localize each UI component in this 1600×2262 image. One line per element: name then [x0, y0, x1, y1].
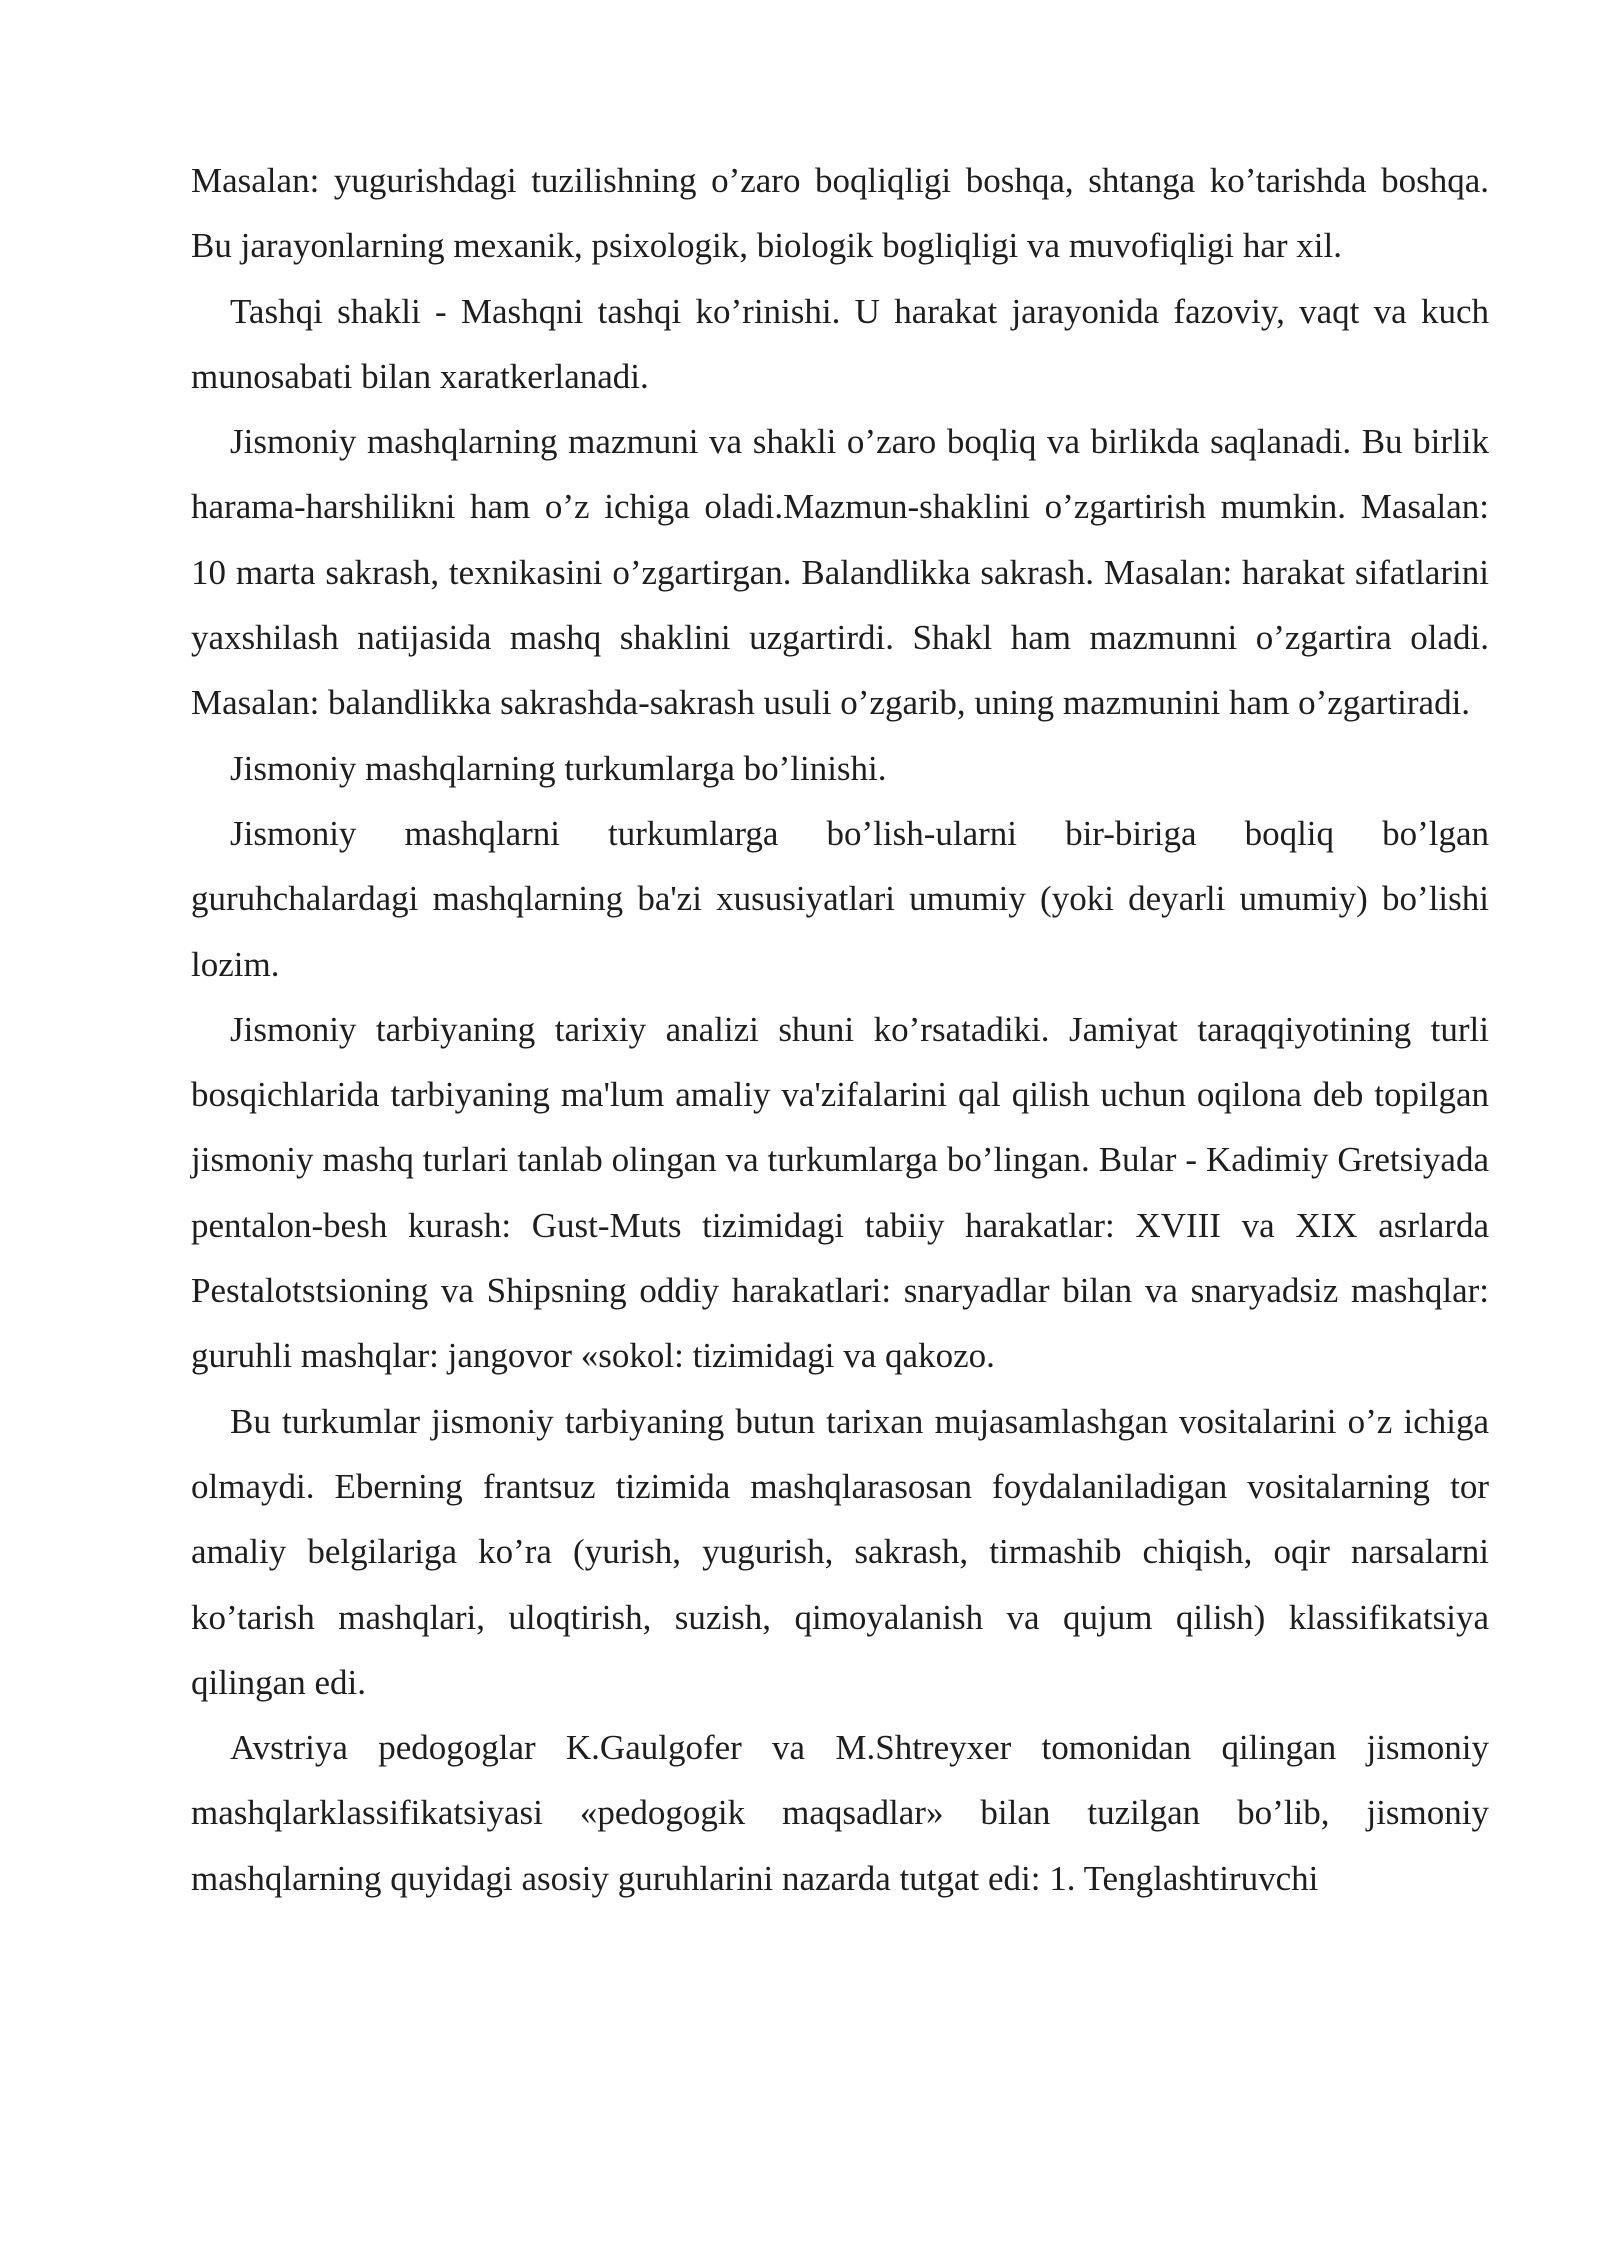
paragraph-5: Jismoniy tarbiyaning tarixiy analizi shuni ko’rsatadiki. Jamiyat taraqqiyotining turli bosqichlarida tarbiyaning ma'lum amaliy va'zifalarini qal qilish uchun oqilona deb topilgan jismoniy mashq turlari tanlab olingan va turkumlarga bo’lingan. Bular - Kadimiy Gretsiyada pentalon-besh kurash: Gust-Muts tizimidagi tabiiy harakatlar: XVIII va XIX asrlarda Pestalotstsioning va Shipsning oddiy harakatlari: snaryadlar bilan va snaryadsiz mashqlar: guruhli mashqlar: jangovor «sokol: tizimidagi va qakozo. [191, 1009, 1489, 1376]
document-body [191, 148, 1489, 1911]
paragraph-1: Masalan: yugurishdagi tuzilishning o’zaro boqliqligi boshqa, shtanga ko’tarishda boshqa. Bu jarayonlarning mexanik, psixologik, biologik bogliqligi va muvofiqligi har xil. [191, 161, 1489, 266]
paragraph-3: Jismoniy mashqlarning mazmuni va shakli o’zaro boqliq va birlikda saqlanadi. Bu birlik harama-harshilikni ham o’z ichiga oladi.Mazmun-shaklini o’zgartirish mumkin. Masalan: 10 marta sakrash, texnikasini o’zgartirgan. Balandlikka sakrash. Masalan: harakat sifatlarini yaxshilash natijasida mashq shaklini uzgartirdi. Shakl ham mazmunni o’zgartira oladi. Masalan: balandlikka sakrashda-sakrash usuli o’zgarib, uning mazmunini ham o’zgartiradi. [191, 422, 1489, 723]
paragraph-2: Tashqi shakli - Mashqni tashqi ko’rinishi. U harakat jarayonida fazoviy, vaqt va kuch munosabati bilan xaratkerlanadi. [191, 291, 1489, 396]
paragraph-6: Bu turkumlar jismoniy tarbiyaning butun tarixan mujasamlashgan vositalarini o’z ichiga olmaydi. Eberning frantsuz tizimida mashqlarasosan foydalaniladigan vositalarning tor amaliy belgilariga ko’ra (yurish, yugurish, sakrash, tirmashib chiqish, oqir narsalarni ko’tarish mashqlari, uloqtirish, suzish, qimoyalanish va qujum qilish) klassifikatsiya qilingan edi. [191, 1401, 1489, 1702]
paragraph-7: Avstriya pedogoglar K.Gaulgofer va M.Shtreyxer tomonidan qilingan jismoniy mashqlarklassifikatsiyasi «pedogogik maqsadlar» bilan tuzilgan bo’lib, jismoniy mashqlarning quyidagi asosiy guruhlarini nazarda tutgat edi: 1. Tenglashtiruvchi [191, 1728, 1489, 1898]
paragraph-4: Jismoniy mashqlarni turkumlarga bo’lish-ularni bir-biriga boqliq bo’lgan guruhchalardagi mashqlarning ba'zi xususiyatlari umumiy (yoki deyarli umumiy) bo’lishi lozim. [191, 813, 1489, 984]
section-heading: Jismoniy mashqlarning turkumlarga bo’linishi. [230, 748, 887, 788]
